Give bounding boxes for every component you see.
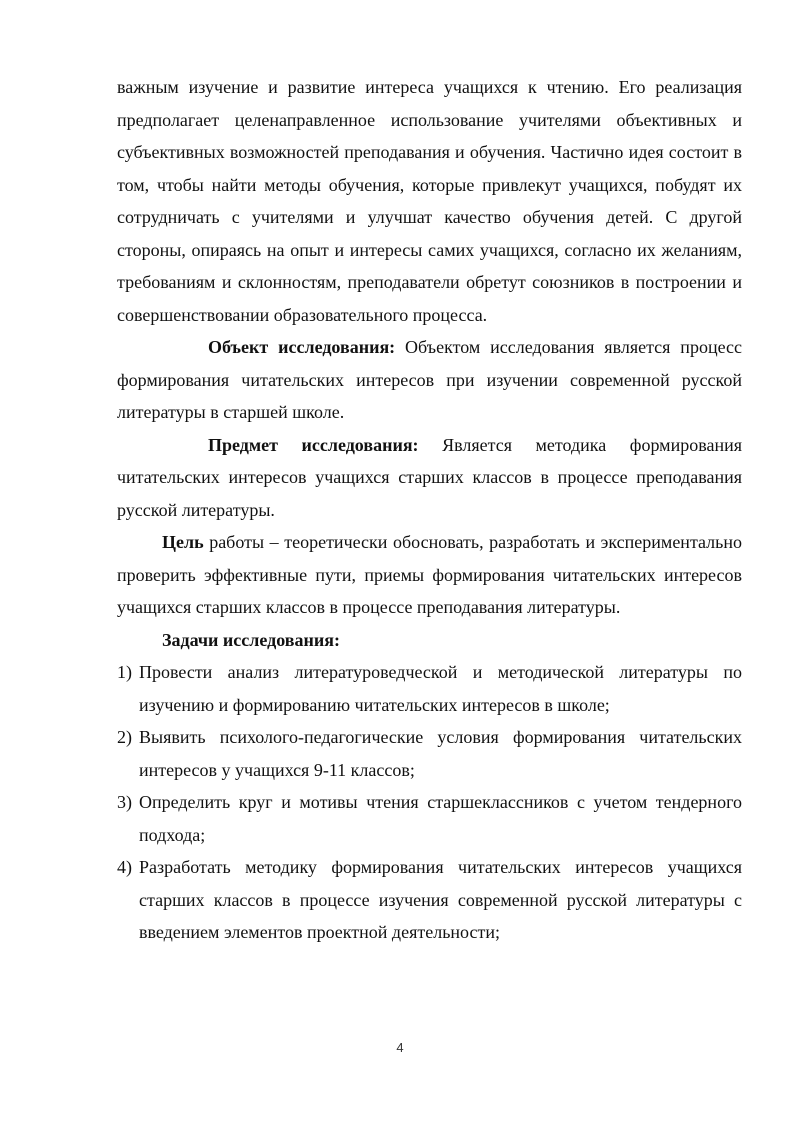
page-number: 4 [396, 1040, 404, 1055]
list-item-text: Выявить психолого-педагогические условия формирования читательских интересов у учащихся 9-11 классов; [139, 727, 742, 780]
research-tasks-heading [117, 624, 742, 657]
list-item [117, 656, 742, 721]
research-object-text: Объектом исследования является процесс формирования читательских интересов при изучении современной русской литературы в старшей школе. [117, 337, 742, 422]
list-item-number: 4) [117, 857, 132, 877]
research-goal-paragraph [117, 526, 742, 624]
list-item-text: Определить круг и мотивы чтения старшеклассников с учетом тендерного подхода; [139, 792, 742, 845]
list-item [117, 786, 742, 851]
research-subject-paragraph [117, 429, 742, 527]
list-item-number: 2) [117, 727, 132, 747]
list-item-text: Провести анализ литературоведческой и методической литературы по изучению и формированию читательских интересов в школе; [139, 662, 742, 715]
list-item-text: Разработать методику формирования читательских интересов учащихся старших классов в процессе изучения современной русской литературы с введением элементов проектной деятельности; [139, 857, 742, 942]
list-item-number: 1) [117, 662, 132, 682]
research-tasks-heading-text: Задачи исследования: [162, 629, 340, 650]
research-goal-label: Цель [162, 532, 204, 552]
list-item [117, 721, 742, 786]
research-tasks-list [117, 656, 742, 949]
list-item [117, 851, 742, 949]
list-item-number: 3) [117, 792, 132, 812]
intro-paragraph: важным изучение и развитие интереса учащихся к чтению. Его реализация предполагает целенаправленное использование учителями объективных и субъективных возможностей преподавания и обучения. Частично идея состоит в том, чтобы найти методы обучения, которые привлекут учащихся, побудят их сотрудничать с учителями и улучшат качество обучения детей. С другой стороны, опираясь на опыт и интересы самих учащихся, согласно их желаниям, требованиям и склонностям, преподаватели обретут союзников в построении и совершенствовании образовательного процесса. [117, 77, 742, 325]
research-goal-text: работы – теоретически обосновать, разработать и экспериментально проверить эффективные пути, приемы формирования читательских интересов учащихся старших классов в процессе преподавания литературы. [117, 532, 742, 617]
research-subject-text: Является методика формирования читательских интересов учащихся старших классов в процессе преподавания русской литературы. [117, 434, 743, 520]
research-subject-label: Предмет исследования: [208, 434, 419, 455]
page-body [117, 71, 742, 949]
research-object-paragraph [117, 331, 742, 429]
research-object-label: Объект исследования: [208, 337, 396, 357]
